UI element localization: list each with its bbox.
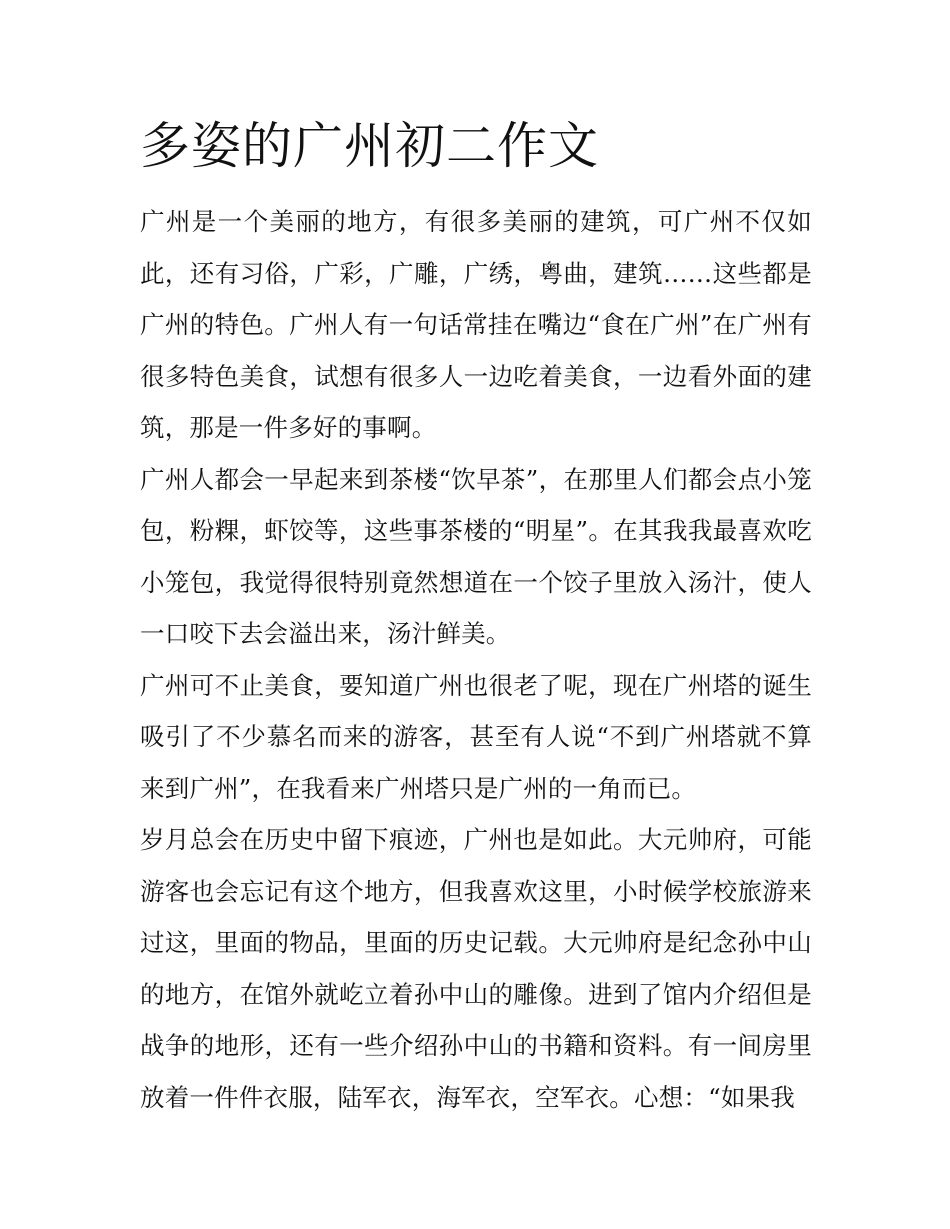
document-page: [140, 110, 812, 1123]
paragraph-3: 广州可不止美食，要知道广州也很老了呢，现在广州塔的诞生吸引了不少慕名而来的游客，甚至有人说“不到广州塔就不算来到广州”，在我看来广州塔只是广州的一角而已。: [140, 670, 812, 803]
document-title: 多姿的广州初二作文: [140, 117, 599, 175]
paragraph-4: 岁月总会在历史中留下痕迹，广州也是如此。大元帅府，可能游客也会忘记有这个地方，但我喜欢这里，小时候学校旅游来过这，里面的物品，里面的历史记载。大元帅府是纪念孙中山的地方，在馆外就屹立着孙中山的雕像。进到了馆内介绍但是战争的地形，还有一些介绍孙中山的书籍和资料。有一间房里放着一件件衣服，陆军衣，海军衣，空军衣。心想：“如果我: [140, 825, 812, 1112]
paragraph-2: 广州人都会一早起来到茶楼“饮早茶”，在那里人们都会点小笼包，粉粿，虾饺等，这些事茶楼的“明星”。在其我我最喜欢吃小笼包，我觉得很特别竟然想道在一个饺子里放入汤汁，使人一口咬下去会溢出来，汤汁鲜美。: [140, 464, 812, 648]
paragraph-1: 广州是一个美丽的地方，有很多美丽的建筑，可广州不仅如此，还有习俗，广彩，广雕，广绣，粤曲，建筑……这些都是广州的特色。广州人有一句话常挂在嘴边“食在广州”在广州有很多特色美食，试想有很多人一边吃着美食，一边看外面的建筑，那是一件多好的事啊。: [140, 207, 812, 442]
